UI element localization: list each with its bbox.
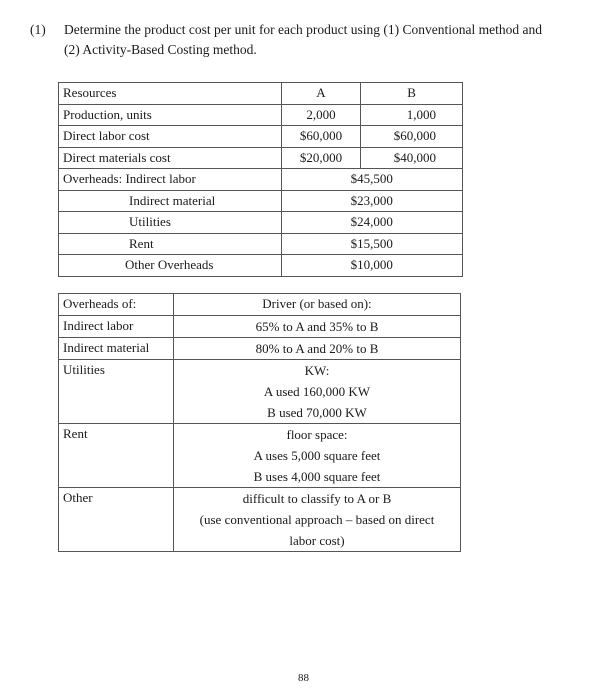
table-row [59,423,461,487]
overhead-value: $24,000 [281,212,462,234]
question [30,20,590,60]
driver-line: A uses 5,000 square feet [253,447,381,463]
cell-a: 2,000 [281,104,361,126]
table-row [59,147,463,169]
row-label: Overheads: Indirect labor [59,169,282,191]
row-label: Direct labor cost [59,126,282,148]
overhead-name: Other [59,487,174,551]
table-row [59,126,463,148]
driver-line: labor cost) [289,532,345,548]
row-label: Direct materials cost [59,147,282,169]
table-row [59,104,463,126]
overhead-value: $23,000 [281,190,462,212]
driver-line: 65% to A and 35% to B [255,318,379,334]
page-number: 88 [298,672,309,684]
driver-header-row [59,294,461,316]
table-row [59,212,463,234]
cell-b: $40,000 [361,147,463,169]
driver-line: floor space: [286,426,348,442]
table-row [59,190,463,212]
overhead-name: Rent [59,423,174,487]
question-text-line-1: Determine the product cost per unit for each product using (1) Conventional method and [64,22,542,37]
question-line-1 [30,20,590,40]
question-number: (1) [30,22,46,37]
resources-header-row [59,83,463,105]
overhead-value: $10,000 [281,255,462,277]
overhead-name: Utilities [59,359,174,423]
resources-table [58,82,463,277]
question-line-2 [30,40,590,60]
row-label: Utilities [59,212,282,234]
table-row [59,487,461,551]
overhead-name: Indirect material [59,337,174,359]
driver-header-label: Overheads of: [59,294,174,316]
row-label: Rent [59,233,282,255]
resources-header-a: A [281,83,361,105]
cell-a: $60,000 [281,126,361,148]
driver-line: 80% to A and 20% to B [255,340,379,356]
question-text-line-2: (2) Activity-Based Costing method. [64,42,257,57]
row-label: Indirect material [59,190,282,212]
driver-line: A used 160,000 KW [263,383,371,399]
driver-line: B uses 4,000 square feet [253,468,381,484]
resources-header-b: B [361,83,463,105]
resources-header-label: Resources [59,83,282,105]
table-row [59,255,463,277]
row-label: Other Overheads [59,255,282,277]
driver-line: KW: [304,362,330,378]
table-row [59,359,461,423]
cell-a: $20,000 [281,147,361,169]
table-row [59,315,461,337]
cell-b: 1,000 [361,104,463,126]
driver-header-value: Driver (or based on): [174,294,461,316]
table-row [59,169,463,191]
driver-line: (use conventional approach – based on direct [199,511,435,527]
cell-b: $60,000 [361,126,463,148]
overhead-value: $15,500 [281,233,462,255]
driver-table [58,293,461,552]
table-row [59,233,463,255]
overhead-name: Indirect labor [59,315,174,337]
overhead-value: $45,500 [281,169,462,191]
row-label: Production, units [59,104,282,126]
driver-line: B used 70,000 KW [267,404,367,420]
driver-line: difficult to classify to A or B [242,490,392,506]
table-row [59,337,461,359]
